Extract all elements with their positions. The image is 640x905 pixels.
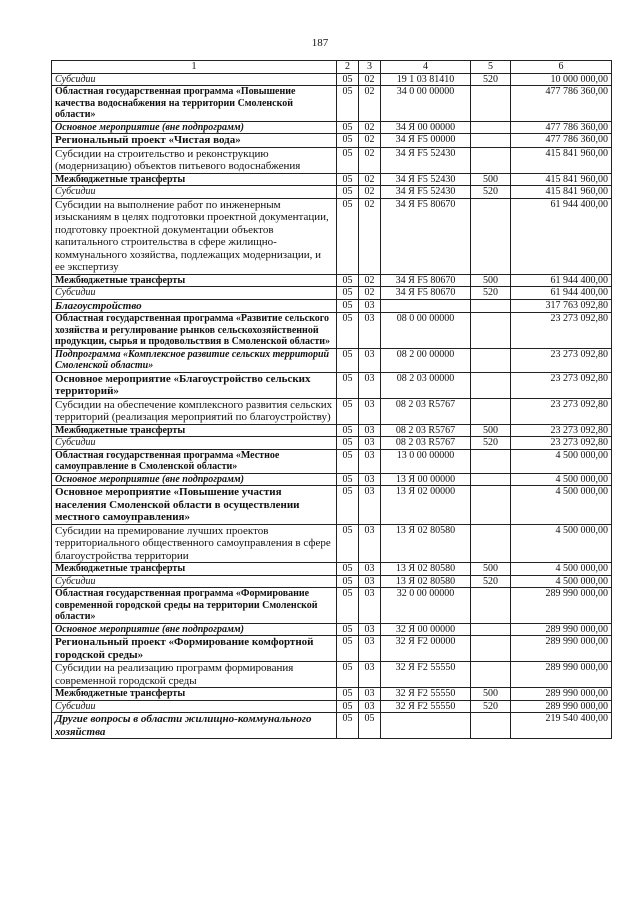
row-amount-cell: 415 841 960,00 — [511, 147, 612, 173]
row-section-cell: 05 — [337, 424, 359, 437]
row-amount-cell: 477 786 360,00 — [511, 121, 612, 134]
table-row — [52, 398, 612, 424]
row-expense-type-cell — [471, 313, 511, 349]
row-subsection-cell: 02 — [359, 287, 381, 300]
row-subsection-cell: 03 — [359, 372, 381, 398]
row-amount-cell: 415 841 960,00 — [511, 173, 612, 186]
row-subsection-cell: 03 — [359, 299, 381, 313]
row-target-code-cell: 08 0 00 00000 — [381, 313, 471, 349]
row-subsection-cell: 03 — [359, 398, 381, 424]
row-section-cell: 05 — [337, 449, 359, 473]
row-section-cell: 05 — [337, 134, 359, 148]
row-name-cell: Областная государственная программа «Местное самоуправление в Смоленской области» — [52, 449, 337, 473]
row-section-cell: 05 — [337, 348, 359, 372]
row-expense-type-cell — [471, 299, 511, 313]
row-section-cell: 05 — [337, 662, 359, 688]
row-amount-cell: 219 540 400,00 — [511, 713, 612, 739]
table-row — [52, 198, 612, 274]
row-expense-type-cell — [471, 636, 511, 662]
row-amount-cell: 4 500 000,00 — [511, 449, 612, 473]
row-name-cell: Основное мероприятие (вне подпрограмм) — [52, 121, 337, 134]
row-section-cell: 05 — [337, 473, 359, 486]
row-amount-cell: 317 763 092,80 — [511, 299, 612, 313]
row-section-cell: 05 — [337, 274, 359, 287]
table-row — [52, 86, 612, 122]
row-name-cell: Основное мероприятие (вне подпрограмм) — [52, 623, 337, 636]
row-name-cell: Благоустройство — [52, 299, 337, 313]
row-expense-type-cell — [471, 398, 511, 424]
row-subsection-cell: 03 — [359, 636, 381, 662]
header-cell: 1 — [52, 61, 337, 74]
row-subsection-cell: 03 — [359, 588, 381, 624]
row-amount-cell: 23 273 092,80 — [511, 348, 612, 372]
row-section-cell: 05 — [337, 688, 359, 701]
row-target-code-cell: 32 Я F2 55550 — [381, 688, 471, 701]
row-expense-type-cell — [471, 348, 511, 372]
row-target-code-cell: 32 Я F2 55550 — [381, 662, 471, 688]
table-row — [52, 147, 612, 173]
row-section-cell: 05 — [337, 588, 359, 624]
row-section-cell: 05 — [337, 623, 359, 636]
row-target-code-cell: 08 2 03 00000 — [381, 372, 471, 398]
row-amount-cell: 4 500 000,00 — [511, 486, 612, 525]
row-name-cell: Субсидии — [52, 700, 337, 713]
row-subsection-cell: 02 — [359, 134, 381, 148]
row-amount-cell: 4 500 000,00 — [511, 473, 612, 486]
row-section-cell: 05 — [337, 636, 359, 662]
row-name-cell: Субсидии на реализацию программ формирования современной городской среды — [52, 662, 337, 688]
row-name-cell: Областная государственная программа «Повышение качества водоснабжения на территории Смоленской области» — [52, 86, 337, 122]
header-cell: 6 — [511, 61, 612, 74]
row-amount-cell: 61 944 400,00 — [511, 198, 612, 274]
row-name-cell: Субсидии на строительство и реконструкцию (модернизацию) объектов питьевого водоснабжения — [52, 147, 337, 173]
row-subsection-cell: 02 — [359, 147, 381, 173]
table-row — [52, 688, 612, 701]
row-amount-cell: 10 000 000,00 — [511, 73, 612, 86]
row-target-code-cell: 08 2 03 R5767 — [381, 424, 471, 437]
table-row — [52, 424, 612, 437]
row-section-cell: 05 — [337, 372, 359, 398]
row-amount-cell: 23 273 092,80 — [511, 372, 612, 398]
table-row — [52, 274, 612, 287]
row-target-code-cell: 34 Я F5 00000 — [381, 134, 471, 148]
table-row — [52, 524, 612, 563]
row-subsection-cell: 03 — [359, 313, 381, 349]
table-row — [52, 73, 612, 86]
header-cell: 4 — [381, 61, 471, 74]
row-name-cell: Субсидии — [52, 287, 337, 300]
row-subsection-cell: 03 — [359, 437, 381, 450]
row-name-cell: Субсидии — [52, 437, 337, 450]
row-name-cell: Субсидии на премирование лучших проектов территориального общественного самоуправления в сфере благоустройства территории — [52, 524, 337, 563]
row-name-cell: Подпрограмма «Комплексное развитие сельских территорий Смоленской области» — [52, 348, 337, 372]
table-row — [52, 372, 612, 398]
row-section-cell: 05 — [337, 299, 359, 313]
row-expense-type-cell — [471, 449, 511, 473]
row-target-code-cell — [381, 713, 471, 739]
row-expense-type-cell — [471, 662, 511, 688]
row-name-cell: Межбюджетные трансферты — [52, 274, 337, 287]
row-amount-cell: 61 944 400,00 — [511, 274, 612, 287]
row-name-cell: Субсидии на обеспечение комплексного развития сельских территорий (реализация мероприятий по благоустройству) — [52, 398, 337, 424]
row-expense-type-cell — [471, 713, 511, 739]
row-expense-type-cell: 520 — [471, 73, 511, 86]
row-expense-type-cell: 500 — [471, 563, 511, 576]
row-expense-type-cell: 520 — [471, 700, 511, 713]
row-amount-cell: 289 990 000,00 — [511, 623, 612, 636]
table-row — [52, 186, 612, 199]
row-section-cell: 05 — [337, 198, 359, 274]
row-target-code-cell: 08 2 00 00000 — [381, 348, 471, 372]
row-target-code-cell: 34 Я F5 80670 — [381, 274, 471, 287]
table-row — [52, 662, 612, 688]
row-section-cell: 05 — [337, 398, 359, 424]
row-name-cell: Другие вопросы в области жилищно-коммунального хозяйства — [52, 713, 337, 739]
row-name-cell: Региональный проект «Чистая вода» — [52, 134, 337, 148]
row-target-code-cell: 34 Я F5 80670 — [381, 198, 471, 274]
row-target-code-cell: 34 Я F5 52430 — [381, 173, 471, 186]
row-subsection-cell: 03 — [359, 563, 381, 576]
table-row — [52, 313, 612, 349]
row-amount-cell: 23 273 092,80 — [511, 398, 612, 424]
row-target-code-cell: 34 Я 00 00000 — [381, 121, 471, 134]
row-name-cell: Региональный проект «Формирование комфортной городской среды» — [52, 636, 337, 662]
row-subsection-cell: 03 — [359, 449, 381, 473]
table-row — [52, 437, 612, 450]
row-subsection-cell: 03 — [359, 575, 381, 588]
row-section-cell: 05 — [337, 86, 359, 122]
row-name-cell: Основное мероприятие «Повышение участия населения Смоленской области в осуществлении местного самоуправления» — [52, 486, 337, 525]
row-section-cell: 05 — [337, 186, 359, 199]
row-target-code-cell: 19 1 03 81410 — [381, 73, 471, 86]
row-subsection-cell: 03 — [359, 348, 381, 372]
row-expense-type-cell: 500 — [471, 424, 511, 437]
row-name-cell: Областная государственная программа «Формирование современной городской среды на территории Смоленской области» — [52, 588, 337, 624]
row-section-cell: 05 — [337, 147, 359, 173]
table-row — [52, 299, 612, 313]
row-target-code-cell: 13 Я 00 00000 — [381, 473, 471, 486]
row-section-cell: 05 — [337, 73, 359, 86]
table-row — [52, 134, 612, 148]
row-subsection-cell: 02 — [359, 186, 381, 199]
row-section-cell: 05 — [337, 313, 359, 349]
table-row — [52, 287, 612, 300]
header-row — [52, 61, 612, 74]
row-amount-cell: 23 273 092,80 — [511, 313, 612, 349]
row-target-code-cell — [381, 299, 471, 313]
row-target-code-cell: 32 0 00 00000 — [381, 588, 471, 624]
row-expense-type-cell: 520 — [471, 186, 511, 199]
row-target-code-cell: 13 Я 02 80580 — [381, 563, 471, 576]
header-cell: 3 — [359, 61, 381, 74]
row-amount-cell: 477 786 360,00 — [511, 134, 612, 148]
row-target-code-cell: 32 Я F2 00000 — [381, 636, 471, 662]
row-amount-cell: 4 500 000,00 — [511, 575, 612, 588]
row-name-cell: Межбюджетные трансферты — [52, 424, 337, 437]
row-target-code-cell: 13 Я 02 00000 — [381, 486, 471, 525]
row-expense-type-cell — [471, 486, 511, 525]
row-expense-type-cell: 500 — [471, 274, 511, 287]
row-expense-type-cell — [471, 623, 511, 636]
row-amount-cell: 4 500 000,00 — [511, 524, 612, 563]
table-row — [52, 449, 612, 473]
row-expense-type-cell — [471, 372, 511, 398]
row-name-cell: Субсидии — [52, 186, 337, 199]
row-subsection-cell: 03 — [359, 662, 381, 688]
row-amount-cell: 289 990 000,00 — [511, 688, 612, 701]
row-amount-cell: 289 990 000,00 — [511, 588, 612, 624]
row-subsection-cell: 03 — [359, 688, 381, 701]
row-expense-type-cell: 500 — [471, 688, 511, 701]
row-target-code-cell: 32 Я F2 55550 — [381, 700, 471, 713]
row-expense-type-cell — [471, 473, 511, 486]
row-subsection-cell: 03 — [359, 424, 381, 437]
row-name-cell: Основное мероприятие «Благоустройство сельских территорий» — [52, 372, 337, 398]
table-row — [52, 121, 612, 134]
row-amount-cell: 4 500 000,00 — [511, 563, 612, 576]
table-row — [52, 700, 612, 713]
row-subsection-cell: 02 — [359, 274, 381, 287]
row-name-cell: Основное мероприятие (вне подпрограмм) — [52, 473, 337, 486]
row-amount-cell: 477 786 360,00 — [511, 86, 612, 122]
row-section-cell: 05 — [337, 524, 359, 563]
row-subsection-cell: 03 — [359, 623, 381, 636]
table-row — [52, 563, 612, 576]
row-target-code-cell: 08 2 03 R5767 — [381, 398, 471, 424]
table-row — [52, 348, 612, 372]
row-subsection-cell: 03 — [359, 700, 381, 713]
row-name-cell: Межбюджетные трансферты — [52, 563, 337, 576]
row-target-code-cell: 34 Я F5 52430 — [381, 186, 471, 199]
row-expense-type-cell — [471, 121, 511, 134]
row-expense-type-cell: 500 — [471, 173, 511, 186]
row-section-cell: 05 — [337, 287, 359, 300]
row-name-cell: Областная государственная программа «Развитие сельского хозяйства и регулирование рынков сельскохозяйственной продукции, сырья и продовольствия в Смоленской области» — [52, 313, 337, 349]
row-amount-cell: 415 841 960,00 — [511, 186, 612, 199]
row-amount-cell: 61 944 400,00 — [511, 287, 612, 300]
budget-table — [51, 60, 612, 739]
row-expense-type-cell — [471, 198, 511, 274]
table-row — [52, 173, 612, 186]
row-amount-cell: 289 990 000,00 — [511, 700, 612, 713]
row-amount-cell: 23 273 092,80 — [511, 424, 612, 437]
row-expense-type-cell — [471, 147, 511, 173]
row-subsection-cell: 02 — [359, 198, 381, 274]
row-section-cell: 05 — [337, 173, 359, 186]
row-expense-type-cell: 520 — [471, 437, 511, 450]
row-expense-type-cell — [471, 588, 511, 624]
table-row — [52, 473, 612, 486]
row-amount-cell: 289 990 000,00 — [511, 636, 612, 662]
row-target-code-cell: 34 Я F5 80670 — [381, 287, 471, 300]
header-cell: 5 — [471, 61, 511, 74]
row-target-code-cell: 34 Я F5 52430 — [381, 147, 471, 173]
row-subsection-cell: 03 — [359, 486, 381, 525]
row-expense-type-cell: 520 — [471, 287, 511, 300]
row-target-code-cell: 32 Я 00 00000 — [381, 623, 471, 636]
row-subsection-cell: 03 — [359, 524, 381, 563]
table-row — [52, 588, 612, 624]
row-subsection-cell: 02 — [359, 173, 381, 186]
row-expense-type-cell: 520 — [471, 575, 511, 588]
row-target-code-cell: 08 2 03 R5767 — [381, 437, 471, 450]
row-amount-cell: 23 273 092,80 — [511, 437, 612, 450]
row-section-cell: 05 — [337, 121, 359, 134]
row-subsection-cell: 05 — [359, 713, 381, 739]
row-name-cell: Субсидии — [52, 575, 337, 588]
table-row — [52, 713, 612, 739]
row-name-cell: Межбюджетные трансферты — [52, 688, 337, 701]
row-name-cell: Межбюджетные трансферты — [52, 173, 337, 186]
row-section-cell: 05 — [337, 700, 359, 713]
row-name-cell: Субсидии на выполнение работ по инженерным изысканиям в целях подготовки проектной документации, подготовку проектной документации объектов капитального строительства в сфере жилищно-коммунального хозяйства, подлежащих модернизации, и ее экспертизу — [52, 198, 337, 274]
row-section-cell: 05 — [337, 563, 359, 576]
row-expense-type-cell — [471, 524, 511, 563]
table-row — [52, 623, 612, 636]
table-row — [52, 575, 612, 588]
row-section-cell: 05 — [337, 575, 359, 588]
row-subsection-cell: 02 — [359, 121, 381, 134]
table-row — [52, 486, 612, 525]
row-name-cell: Субсидии — [52, 73, 337, 86]
row-subsection-cell: 03 — [359, 473, 381, 486]
row-target-code-cell: 13 Я 02 80580 — [381, 524, 471, 563]
row-section-cell: 05 — [337, 713, 359, 739]
row-expense-type-cell — [471, 86, 511, 122]
row-expense-type-cell — [471, 134, 511, 148]
page-number: 187 — [311, 37, 329, 49]
row-target-code-cell: 13 0 00 00000 — [381, 449, 471, 473]
row-subsection-cell: 02 — [359, 86, 381, 122]
row-target-code-cell: 34 0 00 00000 — [381, 86, 471, 122]
row-amount-cell: 289 990 000,00 — [511, 662, 612, 688]
row-section-cell: 05 — [337, 437, 359, 450]
row-section-cell: 05 — [337, 486, 359, 525]
table-row — [52, 636, 612, 662]
row-subsection-cell: 02 — [359, 73, 381, 86]
row-target-code-cell: 13 Я 02 80580 — [381, 575, 471, 588]
header-cell: 2 — [337, 61, 359, 74]
